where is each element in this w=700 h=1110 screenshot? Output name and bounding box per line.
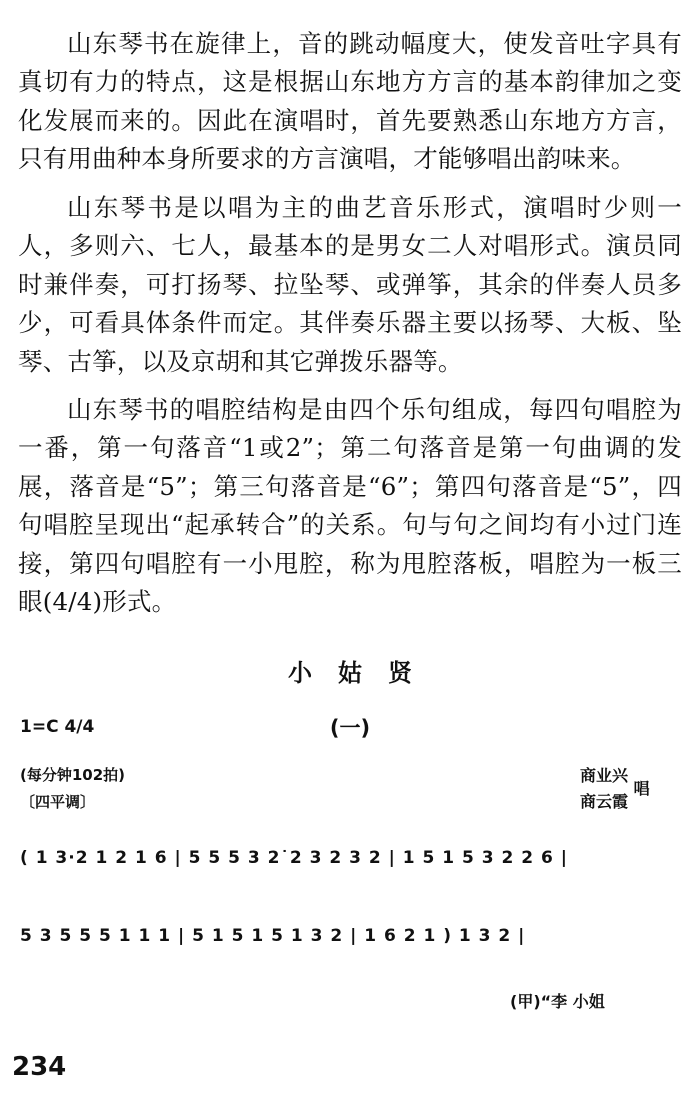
notation-line-1: ( 1 3·2 1 2 1 6 | 5 5 5 3 2˙2 3 2 3 2 | 1 5 1 5 3 2 2 6 | <box>20 848 568 868</box>
score-part: (一) <box>329 716 371 740</box>
paragraph-structure: 山东琴书的唱腔结构是由四个乐句组成，每四句唱腔为一番，第一句落音“1或2”；第二句落音是第一句曲调的发展，落音是“5”；第三句落音是“6”；第四句落音是“5”，四句唱腔呈现出“起承转合”的关系。句与句之间均有小过门连接，第四句唱腔有一小甩腔，称为甩腔落板，唱腔为一板三眼(4/4)形式。 <box>18 394 682 616</box>
singers-credit <box>580 763 650 815</box>
tempo-marking: (每分钟102拍) <box>20 766 126 784</box>
paragraph-form: 山东琴书是以唱为主的曲艺音乐形式，演唱时少则一人，多则六、七人，最基本的是男女二人对唱形式。演员同时兼伴奏，可打扬琴、拉坠琴、或弹筝，其余的伴奏人员多少，可看具体条件而定。其伴奏乐器主要以扬琴、大板、坠琴、古筝，以及京胡和其它弹拨乐器等。 <box>18 192 682 376</box>
singer-2: 商云霞 <box>580 792 629 811</box>
paragraph-melody: 山东琴书在旋律上，音的跳动幅度大，使发音吐字具有真切有力的特点，这是根据山东地方方言的基本韵律加之变化发展而来的。因此在演唱时，首先要熟悉山东地方方言，只有用曲种本身所要求的方言演唱，才能够唱出韵味来。 <box>18 28 682 173</box>
singer-names <box>580 763 628 815</box>
lyric-line: (甲)“李 小姐 <box>510 992 605 1011</box>
mode-marking: 〔四平调〕 <box>20 793 96 811</box>
notation-line-2: 5 3 5 5 5 1 1 1 | 5 1 5 1 5 1 3 2 | 1 6 2 1 ) 1 3 2 | <box>20 926 526 946</box>
sing-label: 唱 <box>633 779 650 798</box>
score-title: 小姑贤 <box>288 659 438 687</box>
singer-1: 商业兴 <box>580 766 629 785</box>
key-signature: 1=C 4/4 <box>20 717 95 737</box>
page-number: 234 <box>12 1052 67 1082</box>
